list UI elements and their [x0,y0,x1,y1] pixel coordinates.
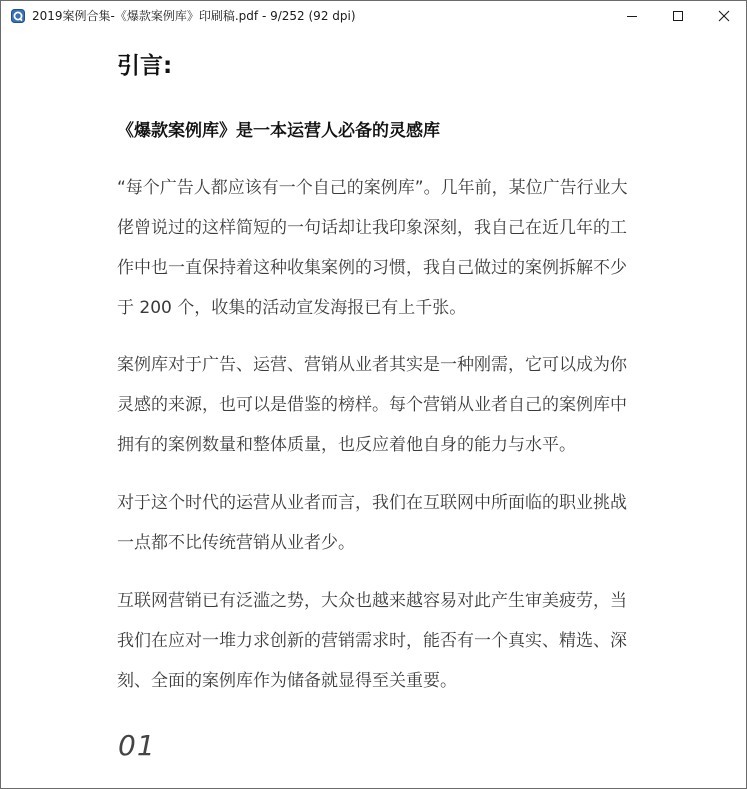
pdf-page[interactable] [1,31,746,788]
close-button[interactable] [701,1,747,31]
pdf-viewer-icon[interactable] [10,8,26,24]
title-bar[interactable] [1,1,746,31]
paragraph: “每个广告人都应该有一个自己的案例库”。几年前，某位广告行业大佬曾说过的这样简短的一句话却让我印象深刻，我自己在近几年的工作中也一直保持着这种收集案例的习惯，我自己做过的案例拆解不少于 200 个，收集的活动宣发海报已有上千张。 [117,178,628,318]
close-icon [718,10,730,22]
maximize-button[interactable] [655,1,701,31]
paragraph: 互联网营销已有泛滥之势，大众也越来越容易对此产生审美疲劳，当我们在应对一堆力求创新的营销需求时，能否有一个真实、精选、深刻、全面的案例库作为储备就显得至关重要。 [117,591,627,691]
maximize-icon [672,10,684,22]
paragraph: 案例库对于广告、运营、营销从业者其实是一种刚需，它可以成为你灵感的来源，也可以是借鉴的榜样。每个营销从业者自己的案例库中拥有的案例数量和整体质量，也反应着他自身的能力与水平。 [117,355,627,455]
page-subheading: 《爆款案例库》是一本运营人必备的灵感库 [117,121,440,141]
minimize-icon [626,10,638,22]
minimize-button[interactable] [609,1,655,31]
window-title: 2019案例合集-《爆款案例库》印刷稿.pdf - 9/252 (92 dpi) [32,9,356,23]
page-heading: 引言: [117,53,173,79]
page-number: 01 [118,729,156,762]
paragraph: 对于这个时代的运营从业者而言，我们在互联网中所面临的职业挑战一点都不比传统营销从业者少。 [117,493,627,553]
